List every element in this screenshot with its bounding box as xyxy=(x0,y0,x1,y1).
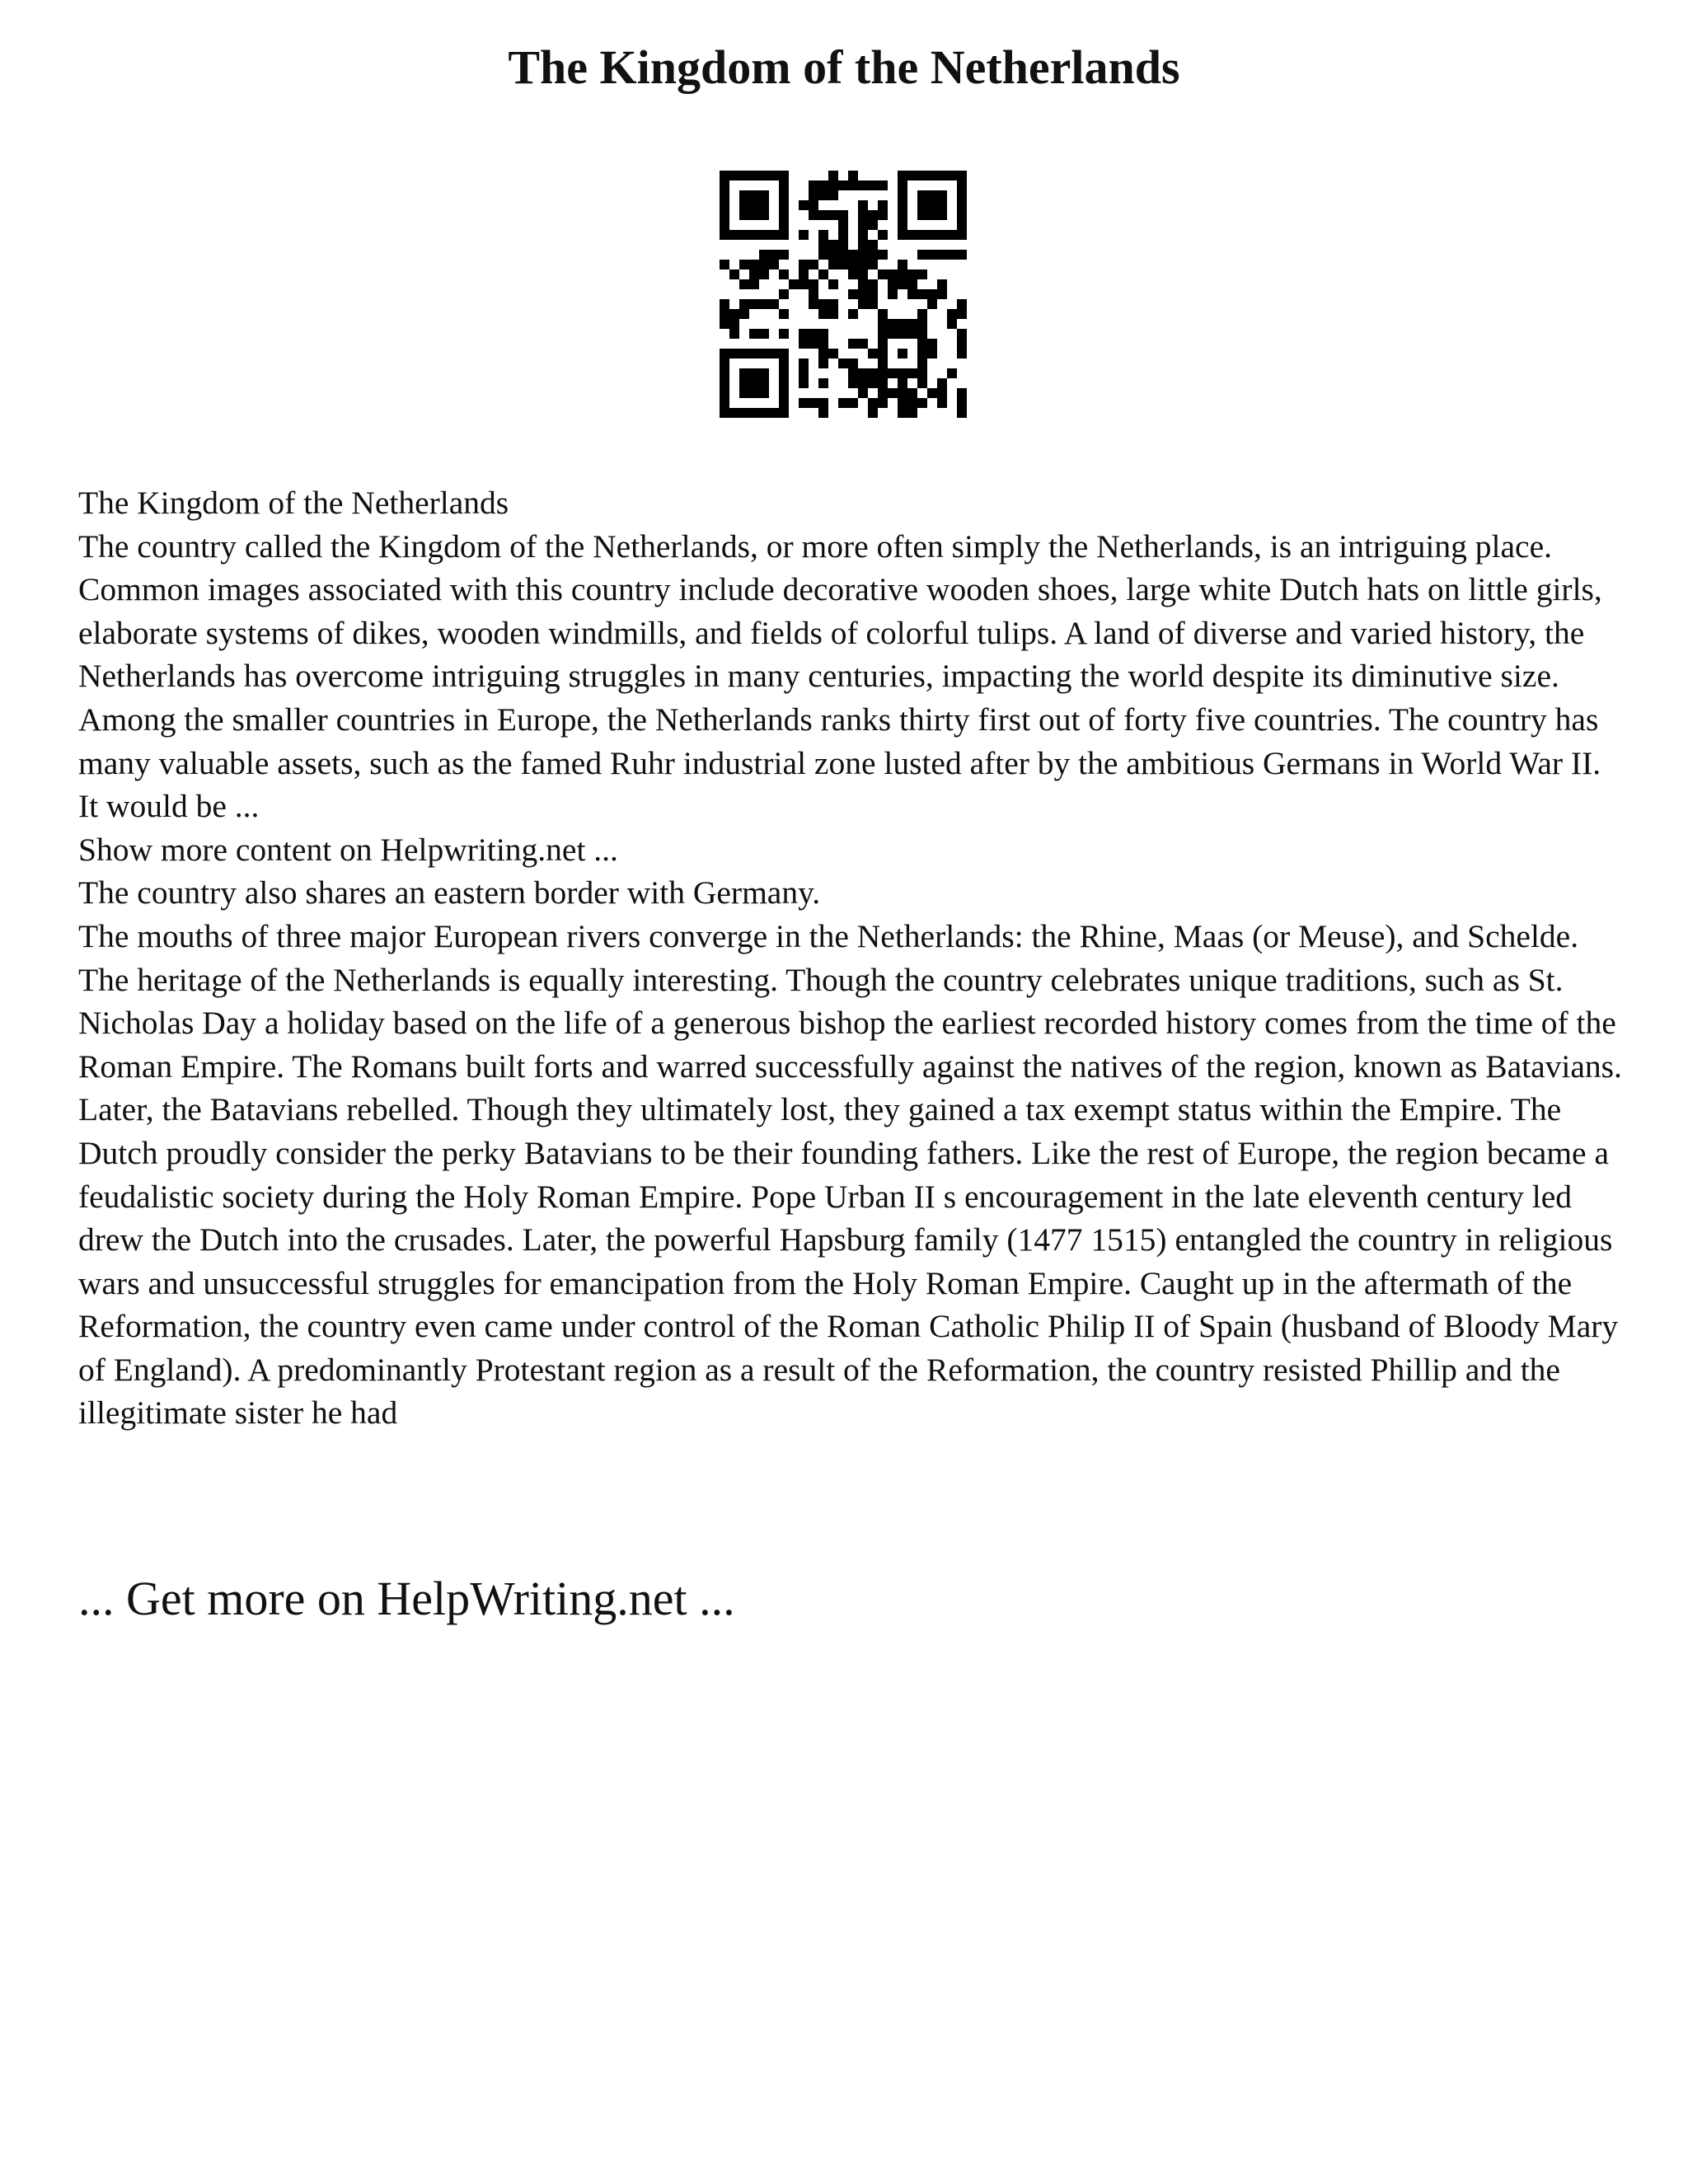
qr-code-icon xyxy=(720,171,967,418)
qr-code xyxy=(720,171,967,418)
page-title: The Kingdom of the Netherlands xyxy=(508,40,1180,94)
show-more-link[interactable]: Show more content on Helpwriting.net ... xyxy=(78,831,618,868)
article-body xyxy=(78,481,1628,1435)
article-heading: The Kingdom of the Netherlands xyxy=(78,485,509,521)
paragraph-history: The mouths of three major European rivers converge in the Netherlands: the Rhine, Maas (or Meuse), and Schelde. The heritage of the Netherlands is equally interesting. Though the country celebrates unique traditions, such as St. Nicholas Day a holiday based on the life of a generous bishop the earliest recorded history comes from the time of the Roman Empire. The Romans built forts and warred successfully against the natives of the region, known as Batavians. Later, the Batavians rebelled. Though they ultimately lost, they gained a tax exempt status within the Empire. The Dutch proudly consider the perky Batavians to be their founding fathers. Like the rest of Europe, the region became a feudalistic society during the Holy Roman Empire. Pope Urban II s encouragement in the late eleventh century led drew the Dutch into the crusades. Later, the powerful Hapsburg family (1477 1515) entangled the country in religious wars and unsuccessful struggles for emancipation from the Holy Roman Empire. Caught up in the aftermath of the Reformation, the country even came under control of the Roman Catholic Philip II of Spain (husband of Bloody Mary of England). A predominantly Protestant region as a result of the Reformation, the country resisted Phillip and the illegitimate sister he had xyxy=(78,917,1622,1432)
paragraph-intro: The country called the Kingdom of the Netherlands, or more often simply the Netherlands, is an intriguing place. Common images associated with this country include decorative wooden shoes, large white Dutch hats on little girls, elaborate systems of dikes, wooden windmills, and fields of colorful tulips. A land of diverse and varied history, the Netherlands has overcome intriguing struggles in many centuries, impacting the world despite its diminutive size. Among the smaller countries in Europe, the Netherlands ranks thirty first out of forty five countries. The country has many valuable assets, such as the famed Ruhr industrial zone lusted after by the ambitious Germans in World War II. It would be ... xyxy=(78,527,1602,825)
paragraph-border: The country also shares an eastern border with Germany. xyxy=(78,874,821,912)
get-more-link[interactable]: ... Get more on HelpWriting.net ... xyxy=(78,1572,735,1625)
